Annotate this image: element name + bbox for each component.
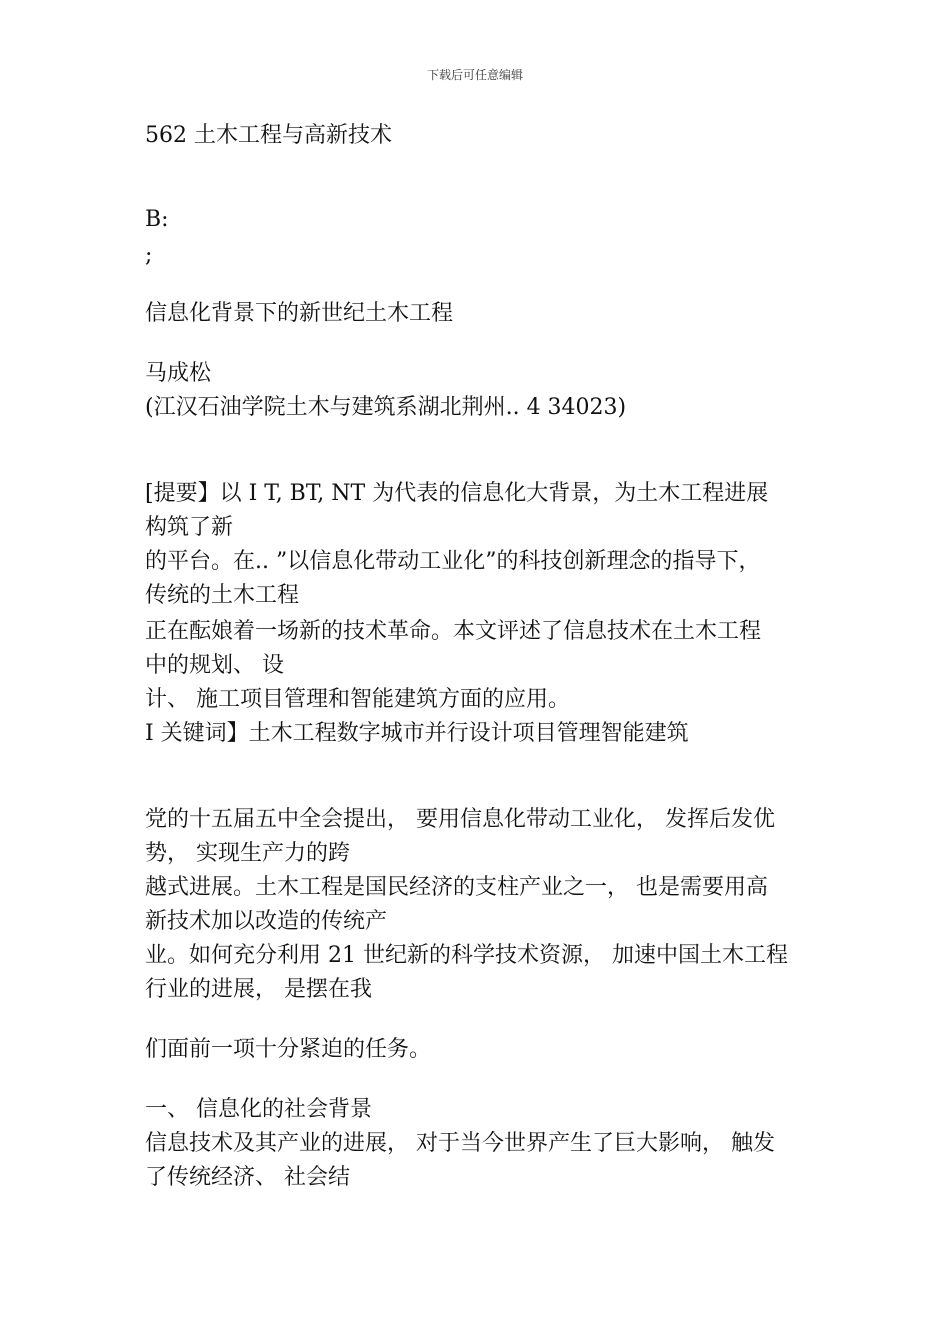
body-line: 业。如何充分利用 21 世纪新的科学技术资源， 加速中国土木工程 bbox=[145, 943, 788, 968]
abstract-line: 中的规划、 设 bbox=[145, 653, 284, 678]
body-line: 新技术加以改造的传统产 bbox=[145, 909, 388, 934]
body-line: 行业的进展， 是摆在我 bbox=[145, 977, 372, 1002]
abstract-line: 正在酝娘着一场新的技术革命。本文评述了信息技术在土木工程 bbox=[145, 619, 762, 644]
section-label: B: bbox=[145, 207, 169, 232]
separator-mark: ; bbox=[145, 243, 153, 268]
abstract-line: [提要】以 I T, BT, NT 为代表的信息化大背景，为土木工程进展 bbox=[145, 481, 769, 506]
abstract-line: 构筑了新 bbox=[145, 515, 234, 540]
author-affiliation: (江汉石油学院土木与建筑系湖北荆州.. 4 34023) bbox=[145, 395, 627, 420]
body-line: 信息技术及其产业的进展， 对于当今世界产生了巨大影响， 触发 bbox=[145, 1131, 775, 1156]
running-title: 562 土木工程与高新技术 bbox=[145, 123, 392, 148]
body-line: 越式进展。土木工程是国民经济的支柱产业之一， 也是需要用高 bbox=[145, 875, 768, 900]
keywords-line: I 关键词】土木工程数字城市并行设计项目管理智能建筑 bbox=[145, 721, 689, 746]
body-line: 势， 实现生产力的跨 bbox=[145, 841, 350, 866]
abstract-line: 计、 施工项目管理和智能建筑方面的应用。 bbox=[145, 687, 570, 712]
header-note: 下载后可任意编辑 bbox=[426, 68, 523, 82]
section-heading: 一、 信息化的社会背景 bbox=[145, 1097, 372, 1122]
body-line: 们面前一项十分紧迫的任务。 bbox=[145, 1037, 432, 1062]
article-title: 信息化背景下的新世纪土木工程 bbox=[145, 301, 454, 326]
body-line: 党的十五届五中全会提出， 要用信息化带动工业化， 发挥后发优 bbox=[145, 807, 775, 832]
body-line: 了传统经济、 社会结 bbox=[145, 1165, 350, 1190]
abstract-line: 的平台。在.. ”以信息化带动工业化”的科技创新理念的指导下， bbox=[145, 549, 761, 574]
abstract-line: 传统的土木工程 bbox=[145, 583, 300, 608]
author-name: 马成松 bbox=[145, 361, 212, 386]
